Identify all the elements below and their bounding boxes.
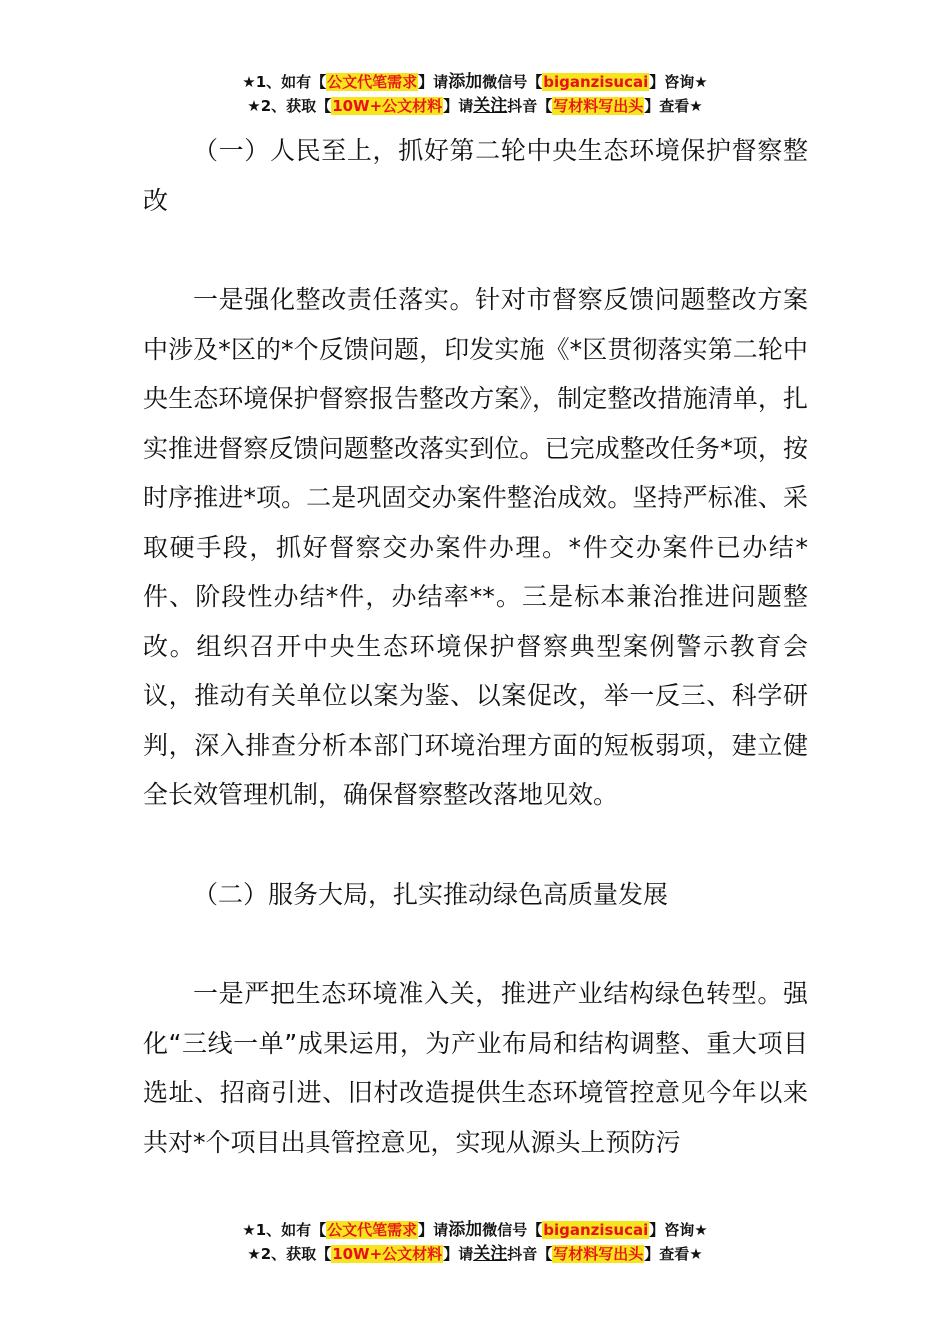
banner-highlight: biganzisucai	[543, 73, 649, 91]
banner-text: 微信号【	[482, 73, 543, 91]
banner-highlight: 公文代笔需求	[327, 1221, 418, 1239]
banner-text: 添加	[448, 1220, 483, 1240]
banner-highlight: 10W+公文材料	[332, 97, 443, 115]
banner-line-1	[0, 1218, 950, 1242]
section-heading-2: （二）服务大局，扎实推动绿色高质量发展	[193, 879, 669, 909]
section-paragraph-1: 一是强化整改责任落实。针对市督察反馈问题整改方案中涉及*区的*个反馈问题，印发实施《*区贯彻落实第二轮中央生态环境保护督察报告整改方案》，制定整改措施清单，扎实推进督察反馈问题整改落实到位。已完成整改任务*项，按时序推进*项。二是巩固交办案件整治成效。坚持严标准、采取硬手段，抓好督察交办案件办理。*件交办案件已办结*件、阶段性办结*件，办结率**。三是标本兼治推进问题整改。组织召开中央生态环境保护督察典型案例警示教育会议，推动有关单位以案为鉴、以案促改，举一反三、科学研判，深入排查分析本部门环境治理方面的短板弱项，建立健全长效管理机制，确保督察整改落地见效。	[143, 285, 808, 809]
banner-text: 关注	[473, 1244, 508, 1264]
footer-banner	[0, 1218, 950, 1266]
banner-text: 】查看★	[644, 97, 703, 115]
banner-text: 】请	[443, 1245, 474, 1263]
banner-text: 微信号【	[482, 1221, 543, 1239]
banner-line-1	[0, 70, 950, 94]
banner-text: 】请	[418, 1221, 449, 1239]
banner-text: 】请	[443, 97, 474, 115]
banner-text: ★2、获取【	[247, 97, 332, 115]
banner-highlight: 写材料写出头	[553, 1245, 644, 1263]
banner-line-2	[0, 94, 950, 118]
document-body	[143, 126, 808, 1167]
banner-text: 】咨询★	[649, 73, 708, 91]
banner-text: 抖音【	[507, 97, 553, 115]
banner-text: 】查看★	[644, 1245, 703, 1263]
banner-text: ★1、如有【	[242, 73, 327, 91]
banner-text: ★2、获取【	[247, 1245, 332, 1263]
banner-text: 】咨询★	[649, 1221, 708, 1239]
banner-highlight: 公文代笔需求	[327, 73, 418, 91]
banner-text: 添加	[448, 72, 483, 92]
section-paragraph-2: 一是严把生态环境准入关，推进产业结构绿色转型。强化“三线一单”成果运用，为产业布局和结构调整、重大项目选址、招商引进、旧村改造提供生态环境管控意见今年以来共对*个项目出具管控意见，实现从源头上预防污	[143, 979, 808, 1157]
banner-text: ★1、如有【	[242, 1221, 327, 1239]
banner-highlight: 10W+公文材料	[332, 1245, 443, 1263]
section-heading-1: （一）人民至上，抓好第二轮中央生态环境保护督察整改	[143, 136, 808, 215]
banner-highlight: biganzisucai	[543, 1221, 649, 1239]
banner-text: 抖音【	[507, 1245, 553, 1263]
banner-text: 】请	[418, 73, 449, 91]
banner-highlight: 写材料写出头	[553, 97, 644, 115]
banner-line-2	[0, 1242, 950, 1266]
header-banner	[0, 70, 950, 118]
banner-text: 关注	[473, 96, 508, 116]
